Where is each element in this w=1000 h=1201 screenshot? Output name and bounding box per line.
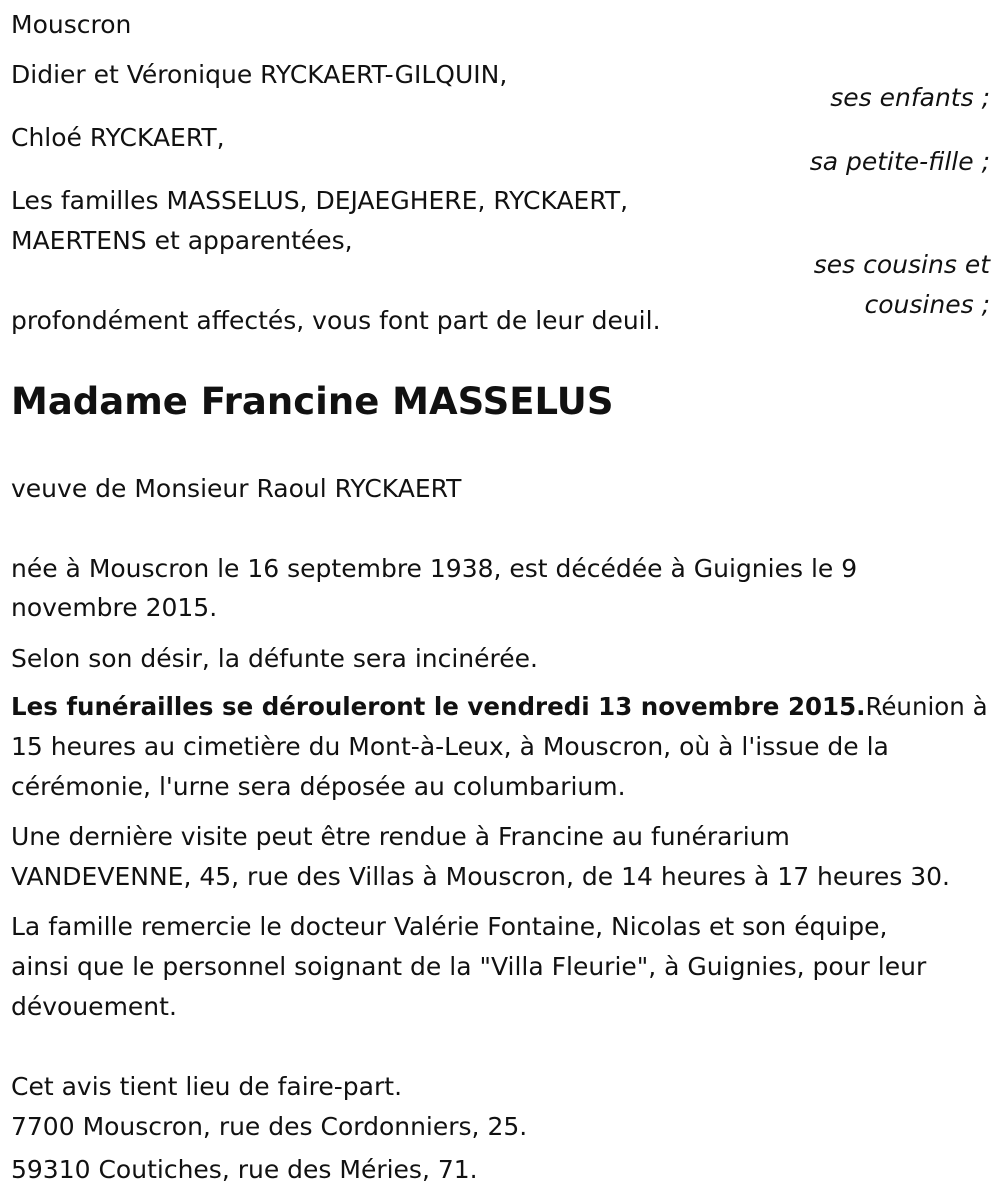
funeral-line-2: 15 heures au cimetière du Mont-à-Leux, à Mouscron, où à l'issue de la — [11, 732, 889, 761]
cousins-line-1: Les familles MASSELUS, DEJAEGHERE, RYCKAERT, — [11, 186, 629, 215]
notice-line: Cet avis tient lieu de faire-part. — [11, 1072, 403, 1101]
deceased-name: Madame Francine MASSELUS — [11, 380, 614, 423]
birth-death-line-1: née à Mouscron le 16 septembre 1938, est décédée à Guignies le 9 — [11, 554, 858, 583]
funeral-line-3: cérémonie, l'urne sera déposée au columbarium. — [11, 772, 626, 801]
children-relation: ses enfants ; — [830, 83, 990, 112]
cousins-relation-line-1: ses cousins et — [813, 250, 990, 279]
announcement-line: profondément affectés, vous font part de leur deuil. — [11, 306, 661, 335]
city-header: Mouscron — [11, 10, 132, 39]
funeral-meeting-start: Réunion à — [865, 692, 988, 721]
funeral-date-bold: Les funérailles se dérouleront le vendredi 13 novembre 2015. — [11, 692, 866, 721]
visit-line-1: Une dernière visite peut être rendue à Francine au funérarium — [11, 822, 790, 851]
thanks-line-1: La famille remercie le docteur Valérie Fontaine, Nicolas et son équipe, — [11, 912, 888, 941]
thanks-line-2: ainsi que le personnel soignant de la "Villa Fleurie", à Guignies, pour leur — [11, 952, 927, 981]
cousins-line-2: MAERTENS et apparentées, — [11, 226, 353, 255]
thanks-line-3: dévouement. — [11, 992, 177, 1021]
birth-death-line-2: novembre 2015. — [11, 593, 218, 622]
grandchild-name: Chloé RYCKAERT, — [11, 123, 225, 152]
grandchild-relation: sa petite-fille ; — [809, 147, 990, 176]
visit-line-2: VANDEVENNE, 45, rue des Villas à Mouscron, de 14 heures à 17 heures 30. — [11, 862, 950, 891]
cremation-line: Selon son désir, la défunte sera incinérée. — [11, 644, 538, 673]
cousins-relation-line-2: cousines ; — [864, 290, 990, 319]
funeral-line-1 — [11, 687, 988, 727]
address-line-1: 7700 Mouscron, rue des Cordonniers, 25. — [11, 1112, 528, 1141]
children-names: Didier et Véronique RYCKAERT-GILQUIN, — [11, 60, 508, 89]
widow-of: veuve de Monsieur Raoul RYCKAERT — [11, 474, 462, 503]
address-line-2: 59310 Coutiches, rue des Méries, 71. — [11, 1155, 478, 1184]
